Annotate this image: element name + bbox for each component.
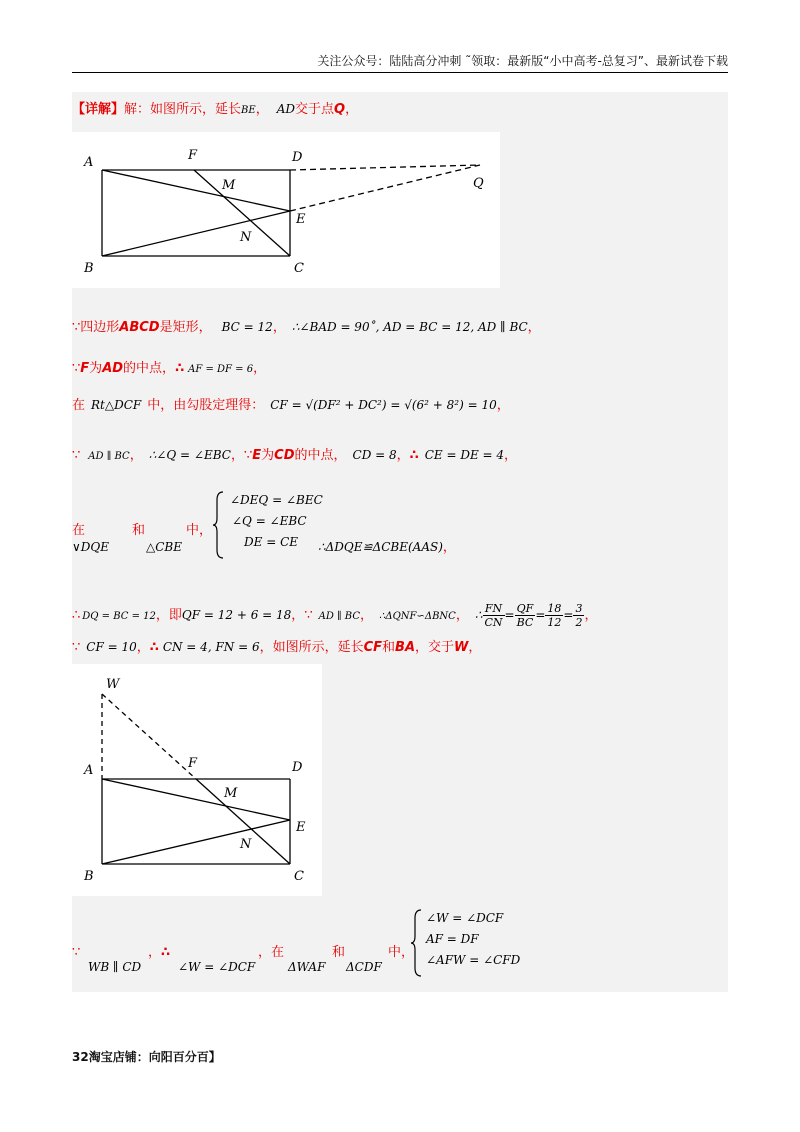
segment-BE [102,820,290,864]
label-A: A [84,763,94,778]
step-w-angles: ∵ [72,945,81,960]
intro-line: 【详解】解：如图所示，延长BE， AD交于点Q， [72,102,359,117]
step-midpoint-f: ∵F为AD的中点，∴ AF = DF = 6， [72,361,267,376]
fraction-18-12: $\frac{18}{12}$ [547,602,562,629]
label-F: F [188,148,198,163]
label-F: F [188,756,198,771]
label-C: C [294,261,304,276]
angle-w-eq: ∠W = ∠DCF [178,960,256,974]
step-extend-cf-ba: ∵ CF = 10，∴ CN = 4, FN = 6，如图所示，延长CF和BA，交于W， [72,640,482,655]
figure-2-diagram [72,664,322,896]
step-rectangle: ∵四边形ABCD是矩形， BC = 12， ∴∠BAD = 90˚, AD = BC = 12, AD ∥ BC， [72,320,541,335]
figure-1 [72,132,500,288]
label-N: N [240,837,252,852]
triangle-cdf: ΔCDF [346,960,382,974]
fraction-3-2: $\frac{3}{2}$ [575,602,583,629]
segment-BE [102,211,290,256]
page-header: 关注公众号：陆陆高分冲刺 ˜领取：最新版“小中高考-总复习”、最新试卷下载 [317,54,728,68]
label-A: A [84,155,94,170]
congruence-conclusion: ∴ΔDQE≌ΔCBE(AAS)， [318,540,456,555]
step-congruence-intro: 在 [72,523,86,538]
label-D: D [292,150,303,165]
triangle-dqe: ∨DQE [72,540,110,554]
in-label-2: ，在 [258,945,285,960]
in-label: 中， [186,523,213,538]
label-E: E [296,212,306,227]
header-divider [72,72,728,73]
label-C: C [294,869,304,884]
triangle-waf: ΔWAF [288,960,326,974]
segment-AE [102,779,290,820]
fraction-fn-cn: $\frac{FN}{CN}$ [484,602,503,629]
brace-1 [212,490,226,560]
segment-DQ-dashed [290,165,480,170]
segment-AE [102,170,290,211]
fraction-qf-bc: $\frac{QF}{BC}$ [516,602,534,629]
in-label-3: 中， [388,945,415,960]
label-N: N [240,230,252,245]
congruence-conditions: ∠DEQ = ∠BEC ∠Q = ∠EBC DE = CE [230,493,323,549]
step-midpoint-e: ∵ AD ∥ BC， ∴∠Q = ∠EBC，∵E为CD的中点， CD = 8，∴ CE = DE = 4， [72,448,518,463]
label-M: M [222,178,236,193]
page-footer: 32淘宝店铺：向阳百分百】 [72,1050,221,1064]
figure-2 [72,664,322,896]
figure-1-diagram [72,132,500,288]
and-label: 和 [132,523,146,538]
label-W: W [106,677,120,692]
label-B: B [84,869,94,884]
segment-WF-dashed [102,694,196,779]
triangle-cbe: △CBE [146,540,182,554]
brace-2 [410,908,424,978]
label-B: B [84,261,94,276]
label-M: M [224,786,238,801]
similarity-conditions: ∠W = ∠DCF AF = DF ∠AFW = ∠CFD [426,911,521,967]
label-D: D [292,760,303,775]
and-label-2: 和 [332,945,346,960]
detail-label: 【详解】 [72,102,125,117]
wb-parallel-cd: WB ∥ CD [88,960,142,974]
label-Q: Q [473,176,484,191]
segment-EQ-dashed [290,165,480,211]
step-similarity: ∴ DQ = BC = 12，即QF = 12 + 6 = 18，∵ AD ∥ BC， ∴ΔQNF∽ΔBNC， ∴ $\frac{FN}{CN}$ = $\frac{QF}{BC}$ = $\frac{18}{12}$ = $\frac{3}{2}$ ， [72,602,598,629]
label-E: E [296,820,306,835]
comma-1: ，∴ [148,945,171,960]
step-pythagoras: 在 Rt△DCF 中，由勾股定理得： CF = √(DF² + DC²) = √(6² + 8²) = 10， [72,398,510,413]
